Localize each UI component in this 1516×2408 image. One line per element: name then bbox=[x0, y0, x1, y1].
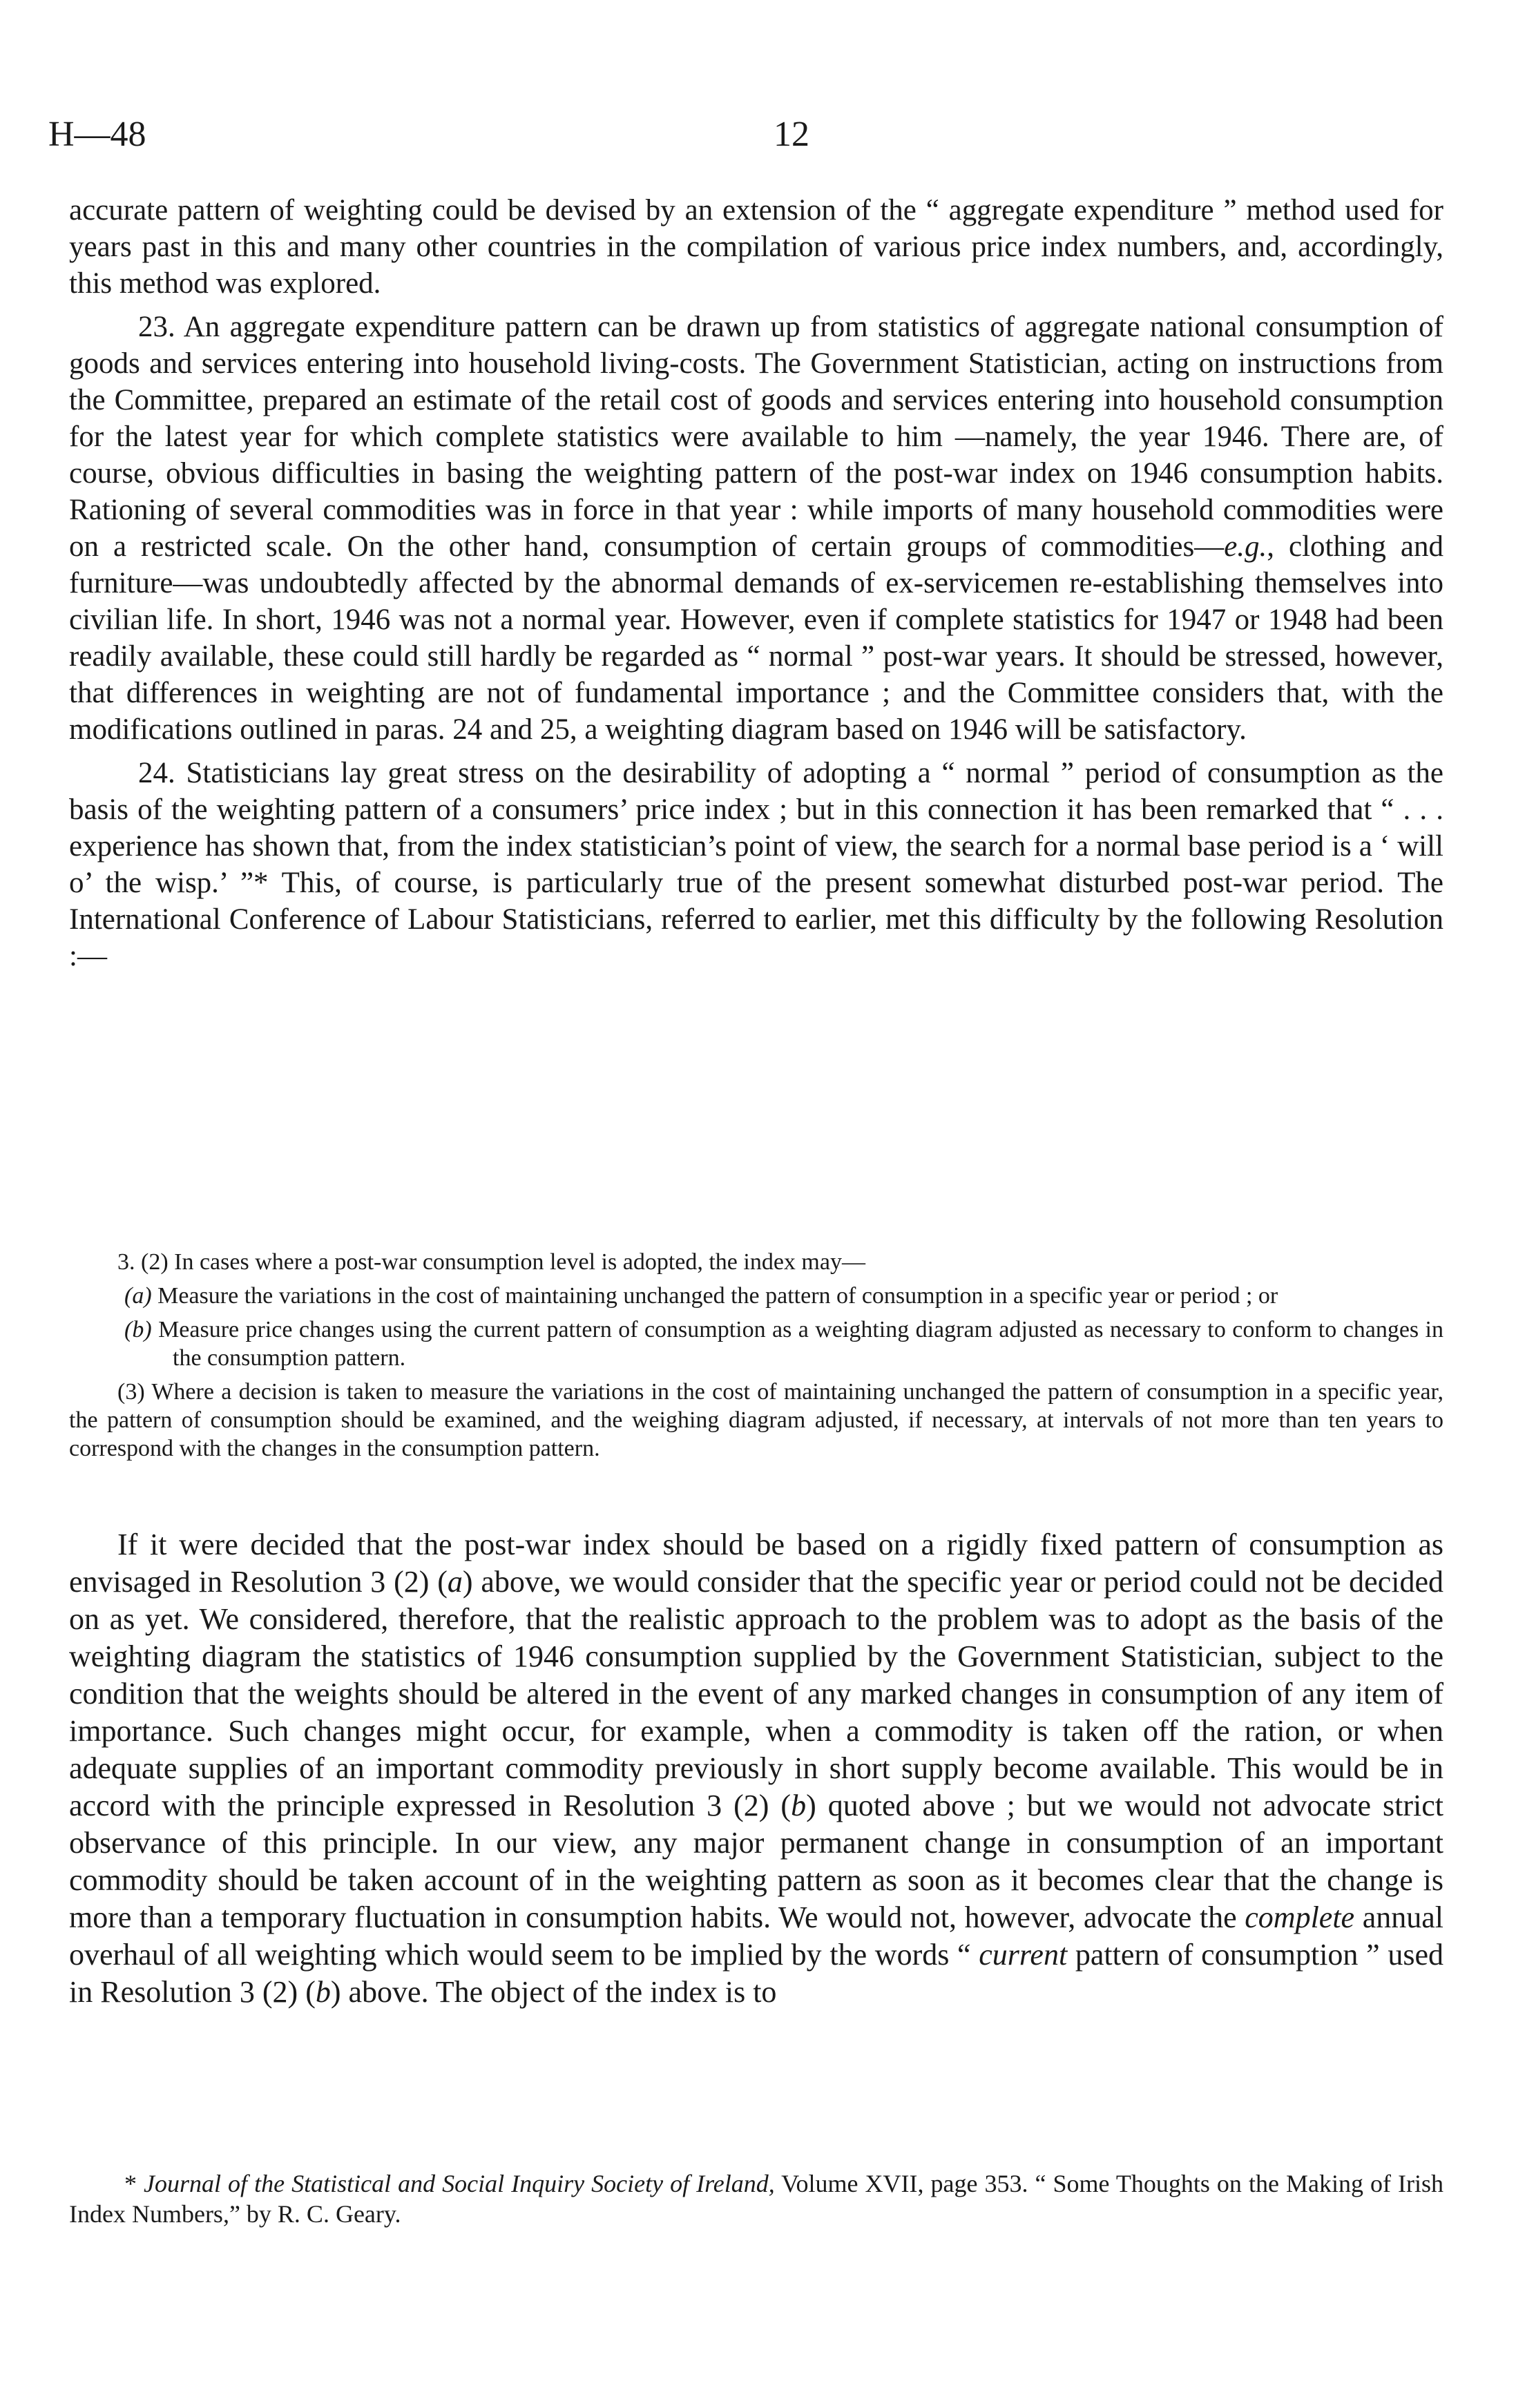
body-text-upper bbox=[69, 192, 1443, 981]
footnote bbox=[69, 2168, 1443, 2229]
paragraph-23-eg: e.g. bbox=[1224, 530, 1267, 563]
paragraph-final-s3: ) quoted above ; but we would not advocate strict observance of this principle. In our view, any major permanent change in consumption of an important commodity should be taken account of in the weighting pattern as soon as it becomes clear that the change is more than a temporary fluctuation in consumption habits. We would not, however, advocate the bbox=[69, 1789, 1443, 1934]
paragraph-final-s6: ) above. The object of the index is to bbox=[330, 1975, 777, 2009]
paragraph-final-s5: pattern of consumption ” used in Resolution 3 (2) ( bbox=[69, 1938, 1443, 2009]
paragraph-24: 24. Statisticians lay great stress on the desirability of adopting a “ normal ” period of consumption as the basis of the weighting pattern of a consumers’ price index ; but in this connection it has been remarked that “ . . . experience has shown that, from the index statistician’s point of view, the search for a normal base period is a ‘ will o’ the wisp.’ ”* This, of course, is particularly true of the present somewhat disturbed post-war period. The International Conference of Labour Statisticians, referred to earlier, met this difficulty by the following Resolution :— bbox=[69, 757, 1443, 972]
paragraph-intro: accurate pattern of weighting could be devised by an extension of the “ aggregate expenditure ” method used for years past in this and many other countries in the compilation of various price index numbers, and, accordingly, this method was explored. bbox=[69, 194, 1443, 300]
page-number: 12 bbox=[774, 115, 809, 154]
resolution-lead: 3. (2) In cases where a post-war consumption level is adopted, the index may— bbox=[117, 1249, 865, 1275]
paragraph-23 bbox=[69, 309, 1443, 748]
resolution-item-a bbox=[69, 1282, 1443, 1310]
resolution-item-a-label: (a) bbox=[124, 1283, 152, 1309]
paragraph-final-b1: b bbox=[791, 1789, 807, 1822]
body-text-lower bbox=[69, 1526, 1443, 2011]
paragraph-final-a: a bbox=[447, 1565, 463, 1599]
footnote-rest: Volume XVII, page 353. “ Some Thoughts on the Making of Irish Index Numbers,” by R. C. Geary. bbox=[69, 2170, 1443, 2228]
paragraph-final-s2: ) above, we would consider that the specific year or period could not be decided on as yet. We considered, therefore, that the realistic approach to the problem was to adopt as the basis of the weighting diagram the statistics of 1946 consumption supplied by the Government Statistician, subject to the condition that the weights should be altered in the event of any marked changes in consumption of any item of importance. Such changes might occur, for example, when a commodity is taken off the ration, or when adequate supplies of an important commodity previously in short supply become available. This would be in accord with the principle expressed in Resolution 3 (2) ( bbox=[69, 1565, 1443, 1822]
footnote-journal: Journal of the Statistical and Social Inquiry Society of Ireland, bbox=[144, 2170, 775, 2197]
footnote-mark: * bbox=[124, 2170, 144, 2197]
paragraph-23-part-b: , clothing and furniture—was undoubtedly affected by the abnormal demands of ex-servicemen re-establishing themselves into civilian life. In short, 1946 was not a normal year. However, even if complete statistics for 1947 or 1948 had been readily available, these could still hardly be regarded as “ normal ” post-war years. It should be stressed, however, that differences in weighting are not of fundamental importance ; and the Committee considers that, with the modifications outlined in paras. 24 and 25, a weighting diagram based on 1946 will be satisfactory. bbox=[69, 530, 1443, 746]
paragraph-final-complete: complete bbox=[1245, 1900, 1355, 1934]
page-header bbox=[48, 114, 1457, 162]
page-code: H—48 bbox=[48, 115, 146, 154]
paragraph-final-current: current bbox=[979, 1938, 1068, 1972]
paragraph-23-part-a: 23. An aggregate expenditure pattern can be drawn up from statistics of aggregate national consumption of goods and services entering into household living-costs. The Government Statistician, acting on instructions from the Committee, prepared an estimate of the retail cost of goods and services entering into household consumption for the latest year for which complete statistics were available to him —namely, the year 1946. There are, of course, obvious difficulties in basing the weighting pattern of the post-war index on 1946 consumption habits. Rationing of several commodities was in force in that year : while imports of many household commodities were on a restricted scale. On the other hand, consumption of certain groups of commodities— bbox=[69, 311, 1443, 563]
paragraph-final bbox=[69, 1526, 1443, 2011]
resolution-item-b-text: Measure price changes using the current pattern of consumption as a weighting diagram adjusted as necessary to conform to changes in the consumption pattern. bbox=[158, 1317, 1443, 1371]
resolution-item-a-text: Measure the variations in the cost of maintaining unchanged the pattern of consumption in a specific year or period ; or bbox=[157, 1283, 1278, 1309]
paragraph-final-s1: If it were decided that the post-war index should be based on a rigidly fixed pattern of consumption as envisaged in Resolution 3 (2) ( bbox=[69, 1528, 1443, 1599]
paragraph-final-s4: annual overhaul of all weighting which would seem to be implied by the words “ bbox=[69, 1900, 1443, 1972]
resolution-para-3: (3) Where a decision is taken to measure the variations in the cost of maintaining unchanged the pattern of consumption in a specific year, the pattern of consumption should be examined, and the weighing diagram adjusted, if necessary, at intervals of not more than ten years to correspond with the changes in the consumption pattern. bbox=[69, 1379, 1443, 1461]
resolution-quote bbox=[69, 1248, 1443, 1468]
paragraph-final-b2: b bbox=[315, 1975, 331, 2009]
resolution-item-b bbox=[69, 1316, 1443, 1372]
resolution-item-b-label: (b) bbox=[124, 1317, 152, 1342]
